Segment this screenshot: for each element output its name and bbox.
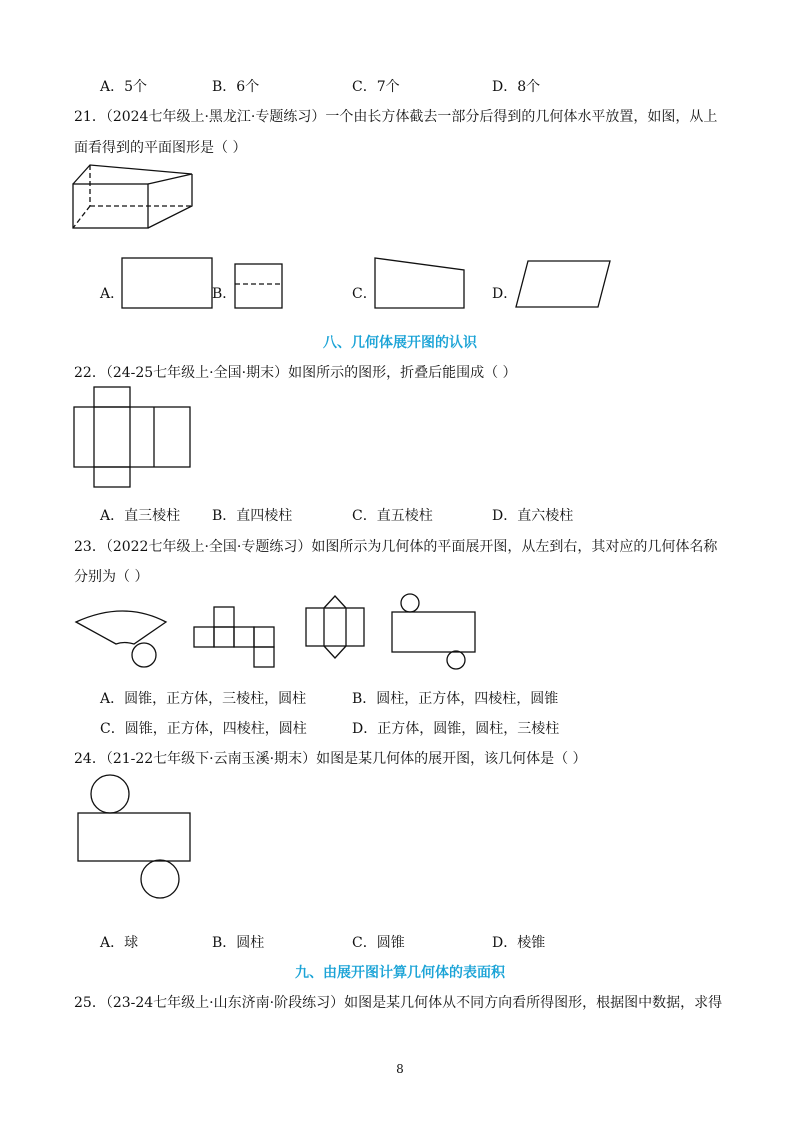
q23-option-a: A．圆锥，正方体，三棱柱，圆柱: [100, 691, 307, 707]
q21-option-a-label: A．: [100, 286, 125, 302]
q23-option-b: B．圆柱，正方体，四棱柱，圆锥: [352, 691, 559, 707]
q21-option-b-label: B．: [212, 286, 237, 302]
q23-option-c: C．圆锥，正方体，四棱柱，圆柱: [100, 721, 307, 737]
q22-option-c: C．直五棱柱: [352, 508, 433, 524]
q23-option-d: D．正方体，圆锥，圆柱，三棱柱: [352, 721, 560, 737]
q23-stem-line2: 分别为（ ）: [74, 569, 149, 585]
q23-cylinder-net: [390, 592, 480, 672]
q23-stem-line1: 23．（2022七年级上·全国·专题练习）如图所示为几何体的平面展开图，从左到右，其对应的几何体名称: [74, 539, 718, 555]
q21-option-b-figure: [233, 262, 285, 310]
q22-stem: 22．（24-25七年级上·全国·期末）如图所示的图形，折叠后能围成（ ）: [74, 365, 517, 381]
q22-option-a: A．直三棱柱: [100, 508, 181, 524]
section-8-title: 八、几何体展开图的认识: [323, 335, 477, 351]
q21-stem-line1: 21．（2024七年级上·黑龙江·专题练习）一个由长方体截去一部分后得到的几何体水平放置，如图，从上: [74, 109, 718, 125]
q21-option-d-label: D．: [492, 286, 518, 302]
section-9-title: 九、由展开图计算几何体的表面积: [295, 965, 505, 981]
q21-option-c-label: C．: [352, 286, 377, 302]
q23-cone-net: [74, 596, 174, 674]
q22-net-figure: [72, 385, 194, 491]
q24-cylinder-net: [76, 774, 194, 898]
q24-option-c: C．圆锥: [352, 935, 405, 951]
q21-stem-line2: 面看得到的平面图形是（ ）: [74, 140, 247, 156]
q23-cube-net: [192, 605, 278, 669]
q25-stem: 25．（23-24七年级上·山东济南·阶段练习）如图是某几何体从不同方向看所得图形，根据图中数据，求得: [74, 995, 723, 1011]
q22-option-b: B．直四棱柱: [212, 508, 293, 524]
q20-option-b: B．6个: [212, 79, 260, 95]
q21-option-d-figure: [514, 258, 614, 310]
q20-option-d: D．8个: [492, 79, 541, 95]
q24-option-d: D．棱锥: [492, 935, 546, 951]
q24-option-a: A．球: [100, 935, 139, 951]
page-number: 8: [396, 1062, 404, 1076]
q20-option-c: C．7个: [352, 79, 400, 95]
q21-option-c-figure: [372, 255, 467, 311]
q22-option-d: D．直六棱柱: [492, 508, 574, 524]
q24-stem: 24．（21-22七年级下·云南玉溪·期末）如图是某几何体的展开图，该几何体是（ ）: [74, 751, 587, 767]
q21-option-a-figure: [120, 256, 215, 311]
q23-prism-net: [304, 594, 366, 660]
q21-solid-figure: [70, 162, 200, 232]
q24-option-b: B．圆柱: [212, 935, 265, 951]
q20-option-a: A．5个: [100, 79, 148, 95]
